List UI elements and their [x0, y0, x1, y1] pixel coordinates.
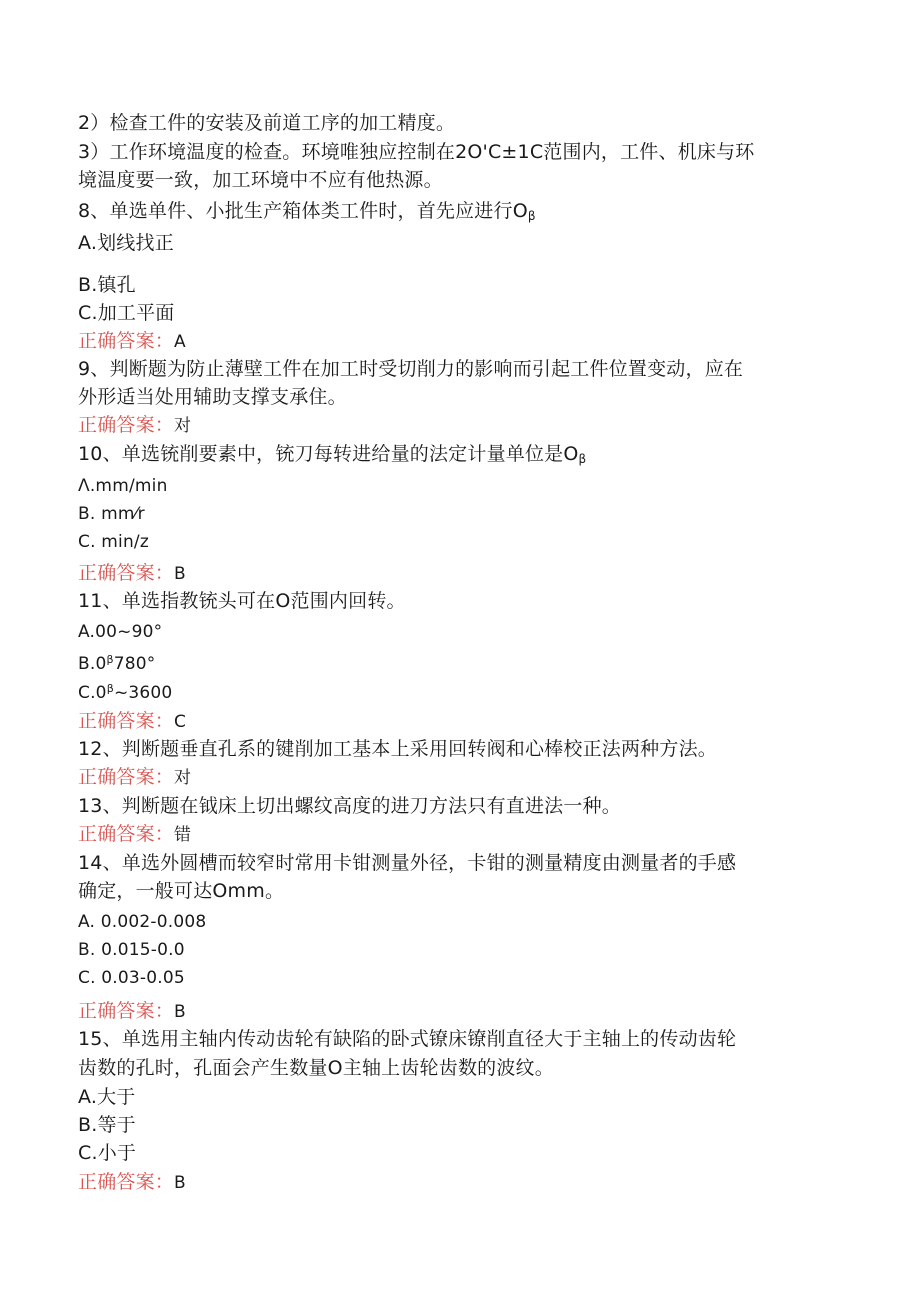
- question-11-option-b: [78, 648, 155, 676]
- option-c-suffix: ~3600: [113, 683, 173, 703]
- question-8-option-a: A.划线找正: [78, 232, 174, 254]
- question-15-stem-line1: 15、单选用主轴内传动齿轮有缺陷的卧式镣床镣削直径大于主轴上的传动齿轮: [78, 1028, 737, 1050]
- question-15-answer: [78, 1170, 186, 1195]
- option-b-suffix: 780°: [113, 654, 156, 674]
- answer-value: 错: [174, 825, 192, 845]
- answer-label: 正确答案：: [78, 710, 175, 732]
- answer-label: 正确答案：: [78, 1171, 175, 1193]
- question-11-stem: 11、单选指教铳头可在O范围内回转。: [78, 590, 406, 612]
- answer-value: 对: [174, 416, 192, 436]
- option-b-superscript: β: [106, 653, 114, 666]
- question-10-text: 10、单选铳削要素中，铳刀每转进给量的法定计量单位是O: [78, 443, 579, 465]
- question-13-stem: 13、判断题在钺床上切出螺纹高度的进刀方法只有直进法一种。: [78, 795, 621, 817]
- intro-item-3-line2: 境温度要一致，加工环境中不应有他热源。: [78, 169, 443, 191]
- answer-label: 正确答案：: [78, 330, 175, 352]
- answer-value: C: [174, 712, 187, 732]
- answer-value: 对: [174, 768, 192, 788]
- question-11-answer: [78, 709, 186, 734]
- option-c-prefix: C.0: [78, 683, 107, 703]
- question-13-answer: [78, 822, 191, 847]
- question-10-stem: [78, 442, 586, 471]
- question-14-stem-line2: 确定，一般可达Omm。: [78, 880, 285, 902]
- question-9-answer: [78, 413, 191, 438]
- answer-label: 正确答案：: [78, 1000, 175, 1022]
- option-c-superscript: β: [106, 682, 114, 695]
- answer-label: 正确答案：: [78, 562, 175, 584]
- intro-item-3-line1: 3）工作环境温度的检查。环境唯独应控制在2O'C±1C范围内，工件、机床与环: [78, 141, 755, 163]
- question-14-answer: [78, 999, 186, 1024]
- question-10-subscript: β: [578, 452, 587, 466]
- question-14-option-c: C. 0.03-0.05: [78, 968, 185, 988]
- question-11-option-a: A.00~90°: [78, 622, 163, 642]
- answer-label: 正确答案：: [78, 823, 175, 845]
- question-9-stem-line1: 9、判断题为防止薄壁工件在加工时受切削力的影响而引起工件位置变动，应在: [78, 358, 744, 380]
- question-10-option-b: B. mm⁄r: [78, 504, 145, 524]
- question-10-answer: [78, 561, 186, 586]
- question-12-answer: [78, 765, 191, 790]
- question-14-stem-line1: 14、单选外圆槽而较窄时常用卡钳测量外径，卡钳的测量精度由测量者的手感: [78, 852, 737, 874]
- answer-value: B: [174, 1173, 186, 1193]
- question-15-option-a: A.大于: [78, 1086, 136, 1108]
- question-11-option-c: [78, 677, 172, 705]
- question-12-stem: 12、判断题垂直孔系的键削加工基本上采用回转阀和心棒校正法两种方法。: [78, 738, 717, 760]
- question-8-text: 8、单选单件、小批生产箱体类工件时，首先应进行O: [78, 200, 528, 222]
- question-8-option-c: C.加工平面: [78, 302, 175, 324]
- answer-label: 正确答案：: [78, 766, 175, 788]
- question-9-stem-line2: 外形适当处用辅助支撑支承住。: [78, 386, 347, 408]
- option-b-prefix: B.0: [78, 654, 107, 674]
- question-14-option-a: A. 0.002-0.008: [78, 912, 207, 932]
- question-8-stem: [78, 199, 536, 228]
- question-8-answer: [78, 329, 186, 354]
- question-10-option-a: Λ.mm/min: [78, 476, 168, 496]
- answer-value: A: [174, 332, 186, 352]
- intro-item-2: 2）检查工件的安装及前道工序的加工精度。: [78, 112, 456, 134]
- question-15-stem-line2: 齿数的孔时，孔面会产生数量O主轴上齿轮齿数的波纹。: [78, 1057, 554, 1079]
- question-15-option-c: C.小于: [78, 1142, 137, 1164]
- question-8-option-b: B.镇孔: [78, 274, 136, 296]
- answer-value: B: [174, 564, 186, 584]
- question-10-option-c: C. min/z: [78, 532, 149, 552]
- answer-label: 正确答案：: [78, 414, 175, 436]
- question-8-subscript: β: [527, 209, 536, 223]
- answer-value: B: [174, 1002, 186, 1022]
- question-14-option-b: B. 0.015-0.0: [78, 940, 185, 960]
- question-15-option-b: B.等于: [78, 1114, 136, 1136]
